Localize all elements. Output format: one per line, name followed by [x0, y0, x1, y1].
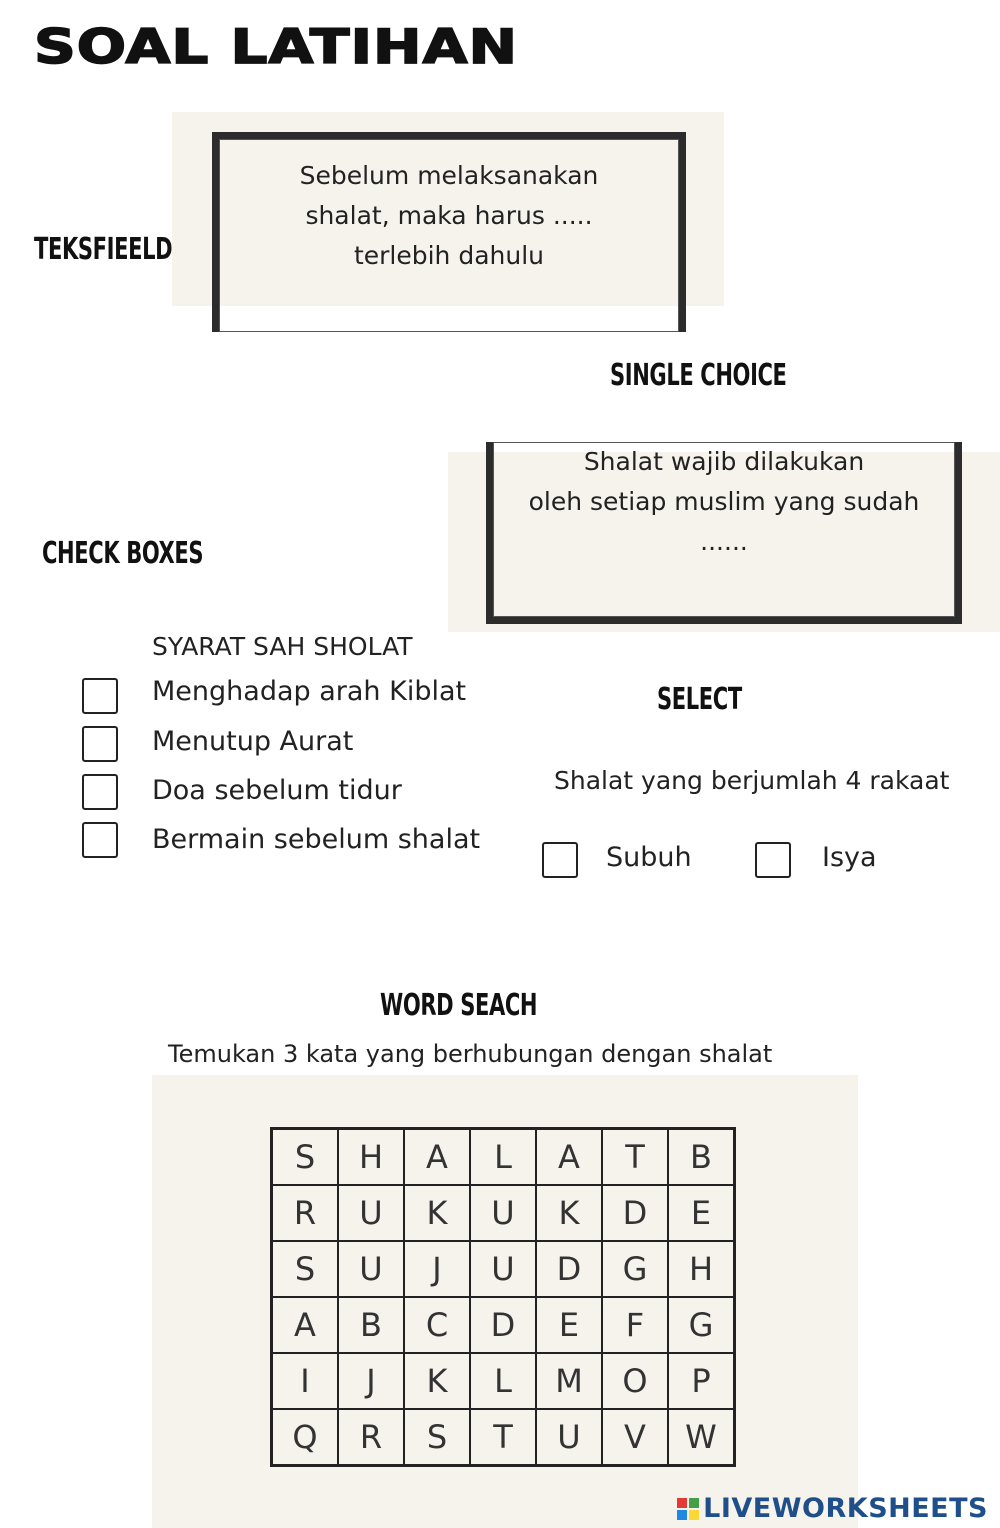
grid-cell[interactable]: W [668, 1409, 735, 1466]
grid-cell[interactable]: V [602, 1409, 668, 1466]
select-option-label: Isya [822, 842, 877, 873]
logo-square [677, 1498, 687, 1508]
grid-cell[interactable]: R [272, 1185, 339, 1241]
grid-row [272, 1129, 735, 1186]
grid-cell[interactable]: B [338, 1297, 404, 1353]
grid-cell[interactable]: L [470, 1129, 536, 1186]
grid-cell[interactable]: A [404, 1129, 470, 1186]
teksfield-card [172, 112, 724, 306]
word-search-instruction: Temukan 3 kata yang berhubungan dengan shalat [168, 1040, 773, 1068]
grid-cell[interactable]: K [536, 1185, 602, 1241]
select-option-subuh[interactable] [542, 842, 578, 878]
grid-row [272, 1353, 735, 1409]
grid-cell[interactable]: U [338, 1241, 404, 1297]
question-line: Sebelum melaksanakan [299, 161, 599, 190]
question-line: terlebih dahulu [353, 241, 545, 270]
single-choice-label: SINGLE CHOICE [610, 358, 787, 393]
grid-cell[interactable]: A [272, 1297, 339, 1353]
brand-logo-icon [677, 1498, 699, 1520]
single-choice-card [448, 447, 1000, 632]
grid-cell[interactable]: O [602, 1353, 668, 1409]
grid-cell[interactable]: Q [272, 1409, 339, 1466]
grid-row [272, 1297, 735, 1353]
grid-cell[interactable]: S [272, 1129, 339, 1186]
grid-cell[interactable]: D [470, 1297, 536, 1353]
question-line: shalat, maka harus ..... [305, 201, 593, 230]
grid-cell[interactable]: F [602, 1297, 668, 1353]
grid-cell[interactable]: P [668, 1353, 735, 1409]
grid-cell[interactable]: J [404, 1241, 470, 1297]
checkbox-label: Menutup Aurat [152, 726, 354, 757]
grid-cell[interactable]: U [470, 1241, 536, 1297]
checkbox-aurat[interactable] [82, 726, 118, 762]
grid-cell[interactable]: U [338, 1185, 404, 1241]
select-option-isya[interactable] [755, 842, 791, 878]
grid-cell[interactable]: G [602, 1241, 668, 1297]
checkbox-label: Bermain sebelum shalat [152, 824, 481, 855]
checkbox-label: Menghadap arah Kiblat [152, 676, 467, 707]
checkbox-doa[interactable] [82, 774, 118, 810]
grid-cell[interactable]: D [536, 1241, 602, 1297]
question-line: Shalat wajib dilakukan [583, 447, 865, 476]
grid-cell[interactable]: G [668, 1297, 735, 1353]
teksfield-label: TEKSFIEELD [34, 232, 173, 267]
grid-row [272, 1241, 735, 1297]
grid-cell[interactable]: B [668, 1129, 735, 1186]
grid-cell[interactable]: U [470, 1185, 536, 1241]
grid-cell[interactable]: I [272, 1353, 339, 1409]
grid-cell[interactable]: C [404, 1297, 470, 1353]
grid-cell[interactable]: T [602, 1129, 668, 1186]
question-line: ...... [700, 527, 748, 556]
logo-square [677, 1510, 687, 1520]
grid-cell[interactable]: R [338, 1409, 404, 1466]
select-option-label: Subuh [606, 842, 692, 873]
word-search-grid [270, 1127, 736, 1467]
checkbox-kiblat[interactable] [82, 678, 118, 714]
question-line: oleh setiap muslim yang sudah [528, 487, 920, 516]
select-question: Shalat yang berjumlah 4 rakaat [554, 766, 950, 795]
grid-cell[interactable]: K [404, 1353, 470, 1409]
grid-cell[interactable]: T [470, 1409, 536, 1466]
grid-cell[interactable]: K [404, 1185, 470, 1241]
check-boxes-label: CHECK BOXES [42, 536, 204, 571]
checkbox-label: Doa sebelum tidur [152, 775, 402, 806]
grid-row [272, 1185, 735, 1241]
select-label: SELECT [657, 682, 742, 717]
logo-square [689, 1498, 699, 1508]
logo-square [689, 1510, 699, 1520]
grid-cell[interactable]: U [536, 1409, 602, 1466]
grid-cell[interactable]: H [668, 1241, 735, 1297]
grid-cell[interactable]: S [404, 1409, 470, 1466]
grid-cell[interactable]: J [338, 1353, 404, 1409]
grid-row [272, 1409, 735, 1466]
single-choice-question [508, 442, 940, 562]
page-title: SOAL LATIHAN [34, 18, 519, 75]
grid-cell[interactable]: H [338, 1129, 404, 1186]
grid-cell[interactable]: E [536, 1297, 602, 1353]
teksfield-question [232, 156, 666, 276]
grid-cell[interactable]: M [536, 1353, 602, 1409]
brand-name: LIVEWORKSHEETS [703, 1493, 988, 1524]
checkbox-bermain[interactable] [82, 822, 118, 858]
grid-cell[interactable]: L [470, 1353, 536, 1409]
grid-cell[interactable]: S [272, 1241, 339, 1297]
grid-cell[interactable]: A [536, 1129, 602, 1186]
grid-cell[interactable]: D [602, 1185, 668, 1241]
word-search-label: WORD SEACH [380, 988, 538, 1023]
brand-footer [677, 1493, 988, 1524]
grid-cell[interactable]: E [668, 1185, 735, 1241]
check-boxes-heading: SYARAT SAH SHOLAT [152, 632, 413, 661]
word-search-card [152, 1075, 858, 1528]
